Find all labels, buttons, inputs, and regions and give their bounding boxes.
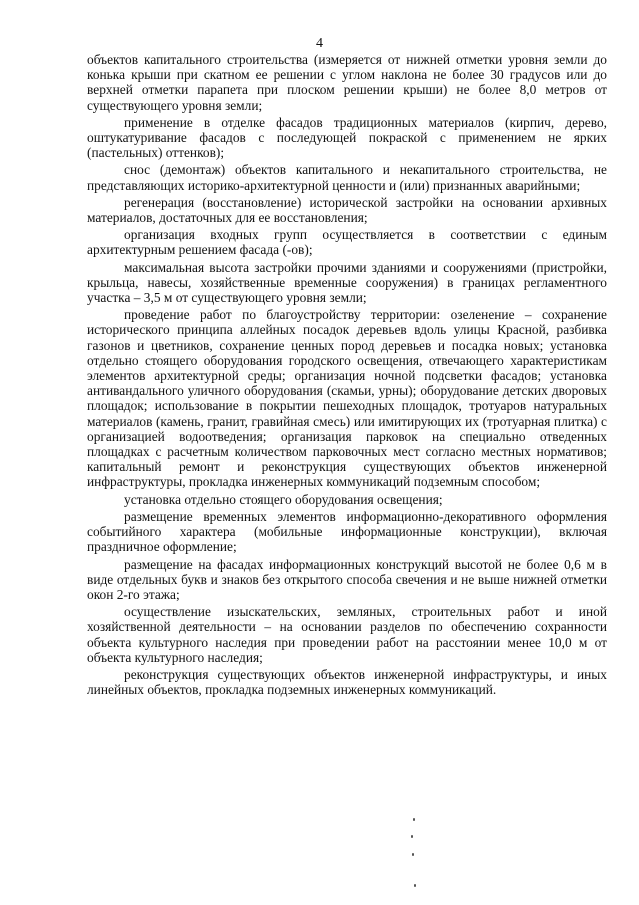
paragraph-demolition: снос (демонтаж) объектов капитального и некапитального строительства, не представляющих историко-архитектурной ценности и (или) признанных аварийными; [87, 162, 607, 193]
document-body [87, 52, 607, 699]
page-number: 4 [316, 36, 323, 51]
scan-mark [413, 818, 415, 821]
paragraph-signage: размещение на фасадах информационных конструкций высотой не более 0,6 м в виде отдельных букв и знаков без открытого способа свечения и не выше нижней отметки окон 2-го этажа; [87, 556, 607, 602]
paragraph-survey-works: осуществление изыскательских, земляных, строительных работ и иной хозяйственной деятельности – на основании разделов по обеспечению сохранности объекта культурного наследия при проведении работ на расстоянии менее 10,0 м от объекта культурного наследия; [87, 604, 607, 665]
paragraph-building-height: объектов капитального строительства (измеряется от нижней отметки уровня земли до конька крыши при скатном ее решении с углом наклона не более 30 градусов или до верхней отметки парапета при плоском решении крыши) не более 8,0 метров от существующего уровня земли; [87, 52, 607, 113]
paragraph-regeneration: регенерация (восстановление) исторической застройки на основании архивных материалов, достаточных для ее восстановления; [87, 194, 607, 226]
paragraph-entrance-groups: организация входных групп осуществляется в соответствии с единым архитектурным решением фасада (-ов); [87, 227, 607, 258]
paragraph-temporary-decor: размещение временных элементов информационно-декоративного оформления событийного характера (мобильные информационные конструкции), включая праздничное оформление; [87, 508, 607, 555]
scan-mark [411, 835, 413, 838]
scan-mark [414, 884, 416, 887]
paragraph-facade-materials: применение в отделке фасадов традиционных материалов (кирпич, дерево, оштукатуривание фасадов с последующей покраской с применением не ярких (пастельных) оттенков); [87, 114, 607, 161]
paragraph-landscaping: проведение работ по благоустройству территории: озеленение – сохранение исторического принципа аллейных посадок деревьев вдоль улицы Красной, разбивка газонов и цветников, сохранение ценных пород деревьев и посадка новых; установка отдельно стоящего оборудования городского освещения, отвечающего характеристикам элементов архитектурной среды; организация ночной подсветки фасадов; установка антивандального уличного оборудования (скамьи, урны); оборудование детских дворовых площадок; использование в покрытии пешеходных площадок, тротуаров натуральных материалов (камень, гранит, гравийная смесь) или имитирующих их (тротуарная плитка) с организацией водоотведения; организация парковок на специально отведенных площадках с расчетным количеством парковочных мест согласно местных нормативов; капитальный ремонт и реконструкция существующих объектов инженерной инфраструктуры, прокладка инженерных коммуникаций подземным способом; [87, 307, 607, 490]
paragraph-infrastructure: реконструкция существующих объектов инженерной инфраструктуры, и иных линейных объектов, прокладка подземных инженерных коммуникаций. [87, 666, 607, 698]
paragraph-lighting: установка отдельно стоящего оборудования освещения; [124, 491, 443, 507]
paragraph-max-height: максимальная высота застройки прочими зданиями и сооружениями (пристройки, крыльца, навесы, хозяйственные временные сооружения) в границах регламентного участка – 3,5 м от существующего уровня земли; [87, 259, 607, 306]
scan-mark [412, 853, 414, 856]
